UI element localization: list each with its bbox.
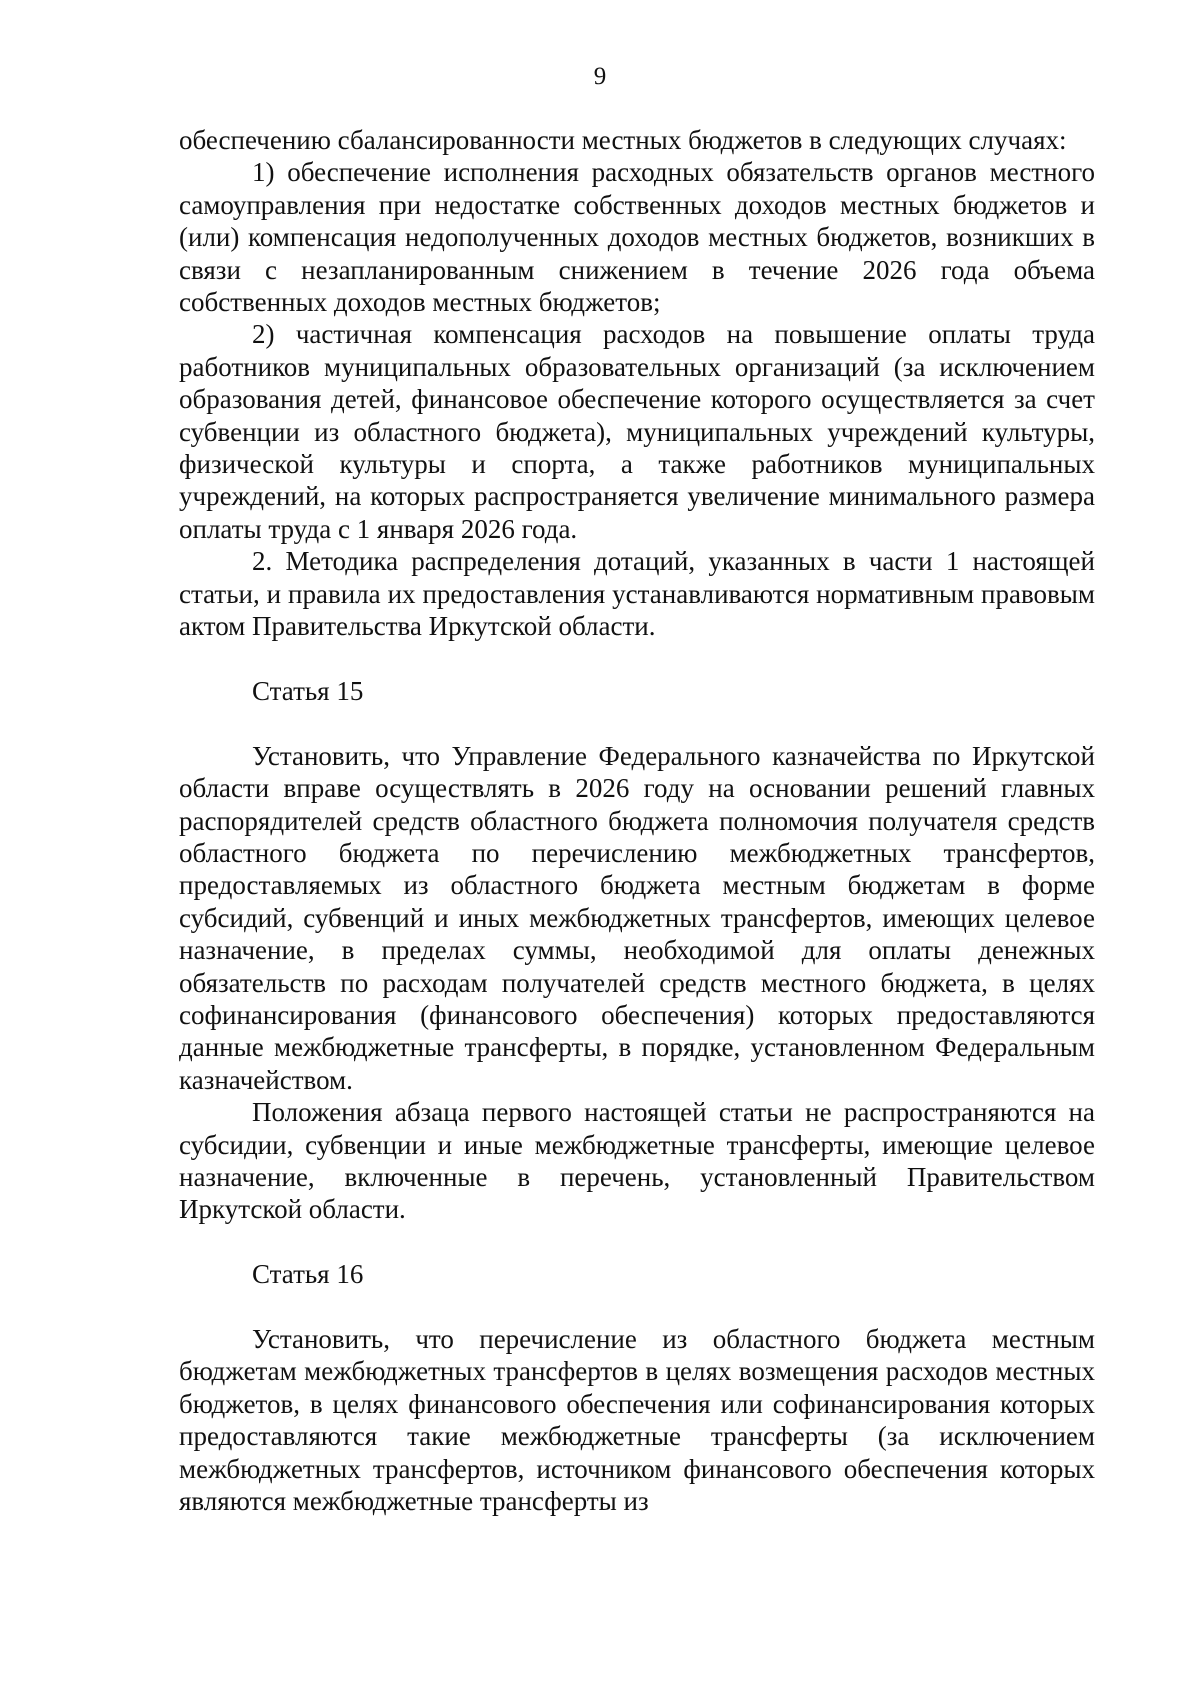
article-15-paragraph-2: Положения абзаца первого настоящей статьи не распространяются на субсидии, субвенции и иные межбюджетные трансферты, имеющие целевое назначение, включенные в перечень, установленный Правительством Иркутской области. xyxy=(179,1097,1095,1225)
list-item-2: 2) частичная компенсация расходов на повышение оплаты труда работников муниципальных образовательных организаций (за исключением образования детей, финансовое обеспечение которого осуществляется за счет субвенции из областного бюджета), муниципальных учреждений культуры, физической культуры и спорта, а также работников муниципальных учреждений, на которых распространяется увеличение минимального размера оплаты труда с 1 января 2026 года. xyxy=(179,319,1095,544)
paragraph-continuation: обеспечению сбалансированности местных бюджетов в следующих случаях: xyxy=(179,125,1067,155)
article-16-paragraph-1: Установить, что перечисление из областного бюджета местным бюджетам межбюджетных трансфертов в целях возмещения расходов местных бюджетов, в целях финансового обеспечения или софинансирования которых предоставляются такие межбюджетные трансферты (за исключением межбюджетных трансфертов, источником финансового обеспечения которых являются межбюджетные трансферты из xyxy=(179,1323,1095,1516)
spacer xyxy=(179,707,1095,739)
article-15-paragraph-1: Установить, что Управление Федерального казначейства по Иркутской области вправе осуществлять в 2026 году на основании решений главных распорядителей средств областного бюджета полномочия получателя средств областного бюджета по перечислению межбюджетных трансфертов, предоставляемых из областного бюджета местным бюджетам в форме субсидий, субвенций и иных межбюджетных трансфертов, имеющих целевое назначение, в пределах суммы, необходимой для оплаты денежных обязательств по расходам получателей средств местного бюджета, в целях софинансирования (финансового обеспечения) которых предоставляются данные межбюджетные трансферты, в порядке, установленном Федеральным казначейством. xyxy=(179,740,1095,1095)
article-15-heading: Статья 15 xyxy=(252,675,364,706)
article-16-heading: Статья 16 xyxy=(252,1259,364,1290)
spacer xyxy=(179,1226,1095,1258)
spacer xyxy=(179,643,1095,675)
paragraph-part-2: 2. Методика распределения дотаций, указанных в части 1 настоящей статьи, и правила их предоставления устанавливаются нормативным правовым актом Правительства Иркутской области. xyxy=(179,546,1095,642)
list-item-1: 1) обеспечение исполнения расходных обязательств органов местного самоуправления при недостатке собственных доходов местных бюджетов и (или) компенсация недополученных доходов местных бюджетов, возникших в связи с незапланированным снижением в течение 2026 года объема собственных доходов местных бюджетов; xyxy=(179,157,1095,318)
document-body xyxy=(179,124,1095,1517)
page-number: 9 xyxy=(593,63,607,90)
spacer xyxy=(179,1291,1095,1323)
